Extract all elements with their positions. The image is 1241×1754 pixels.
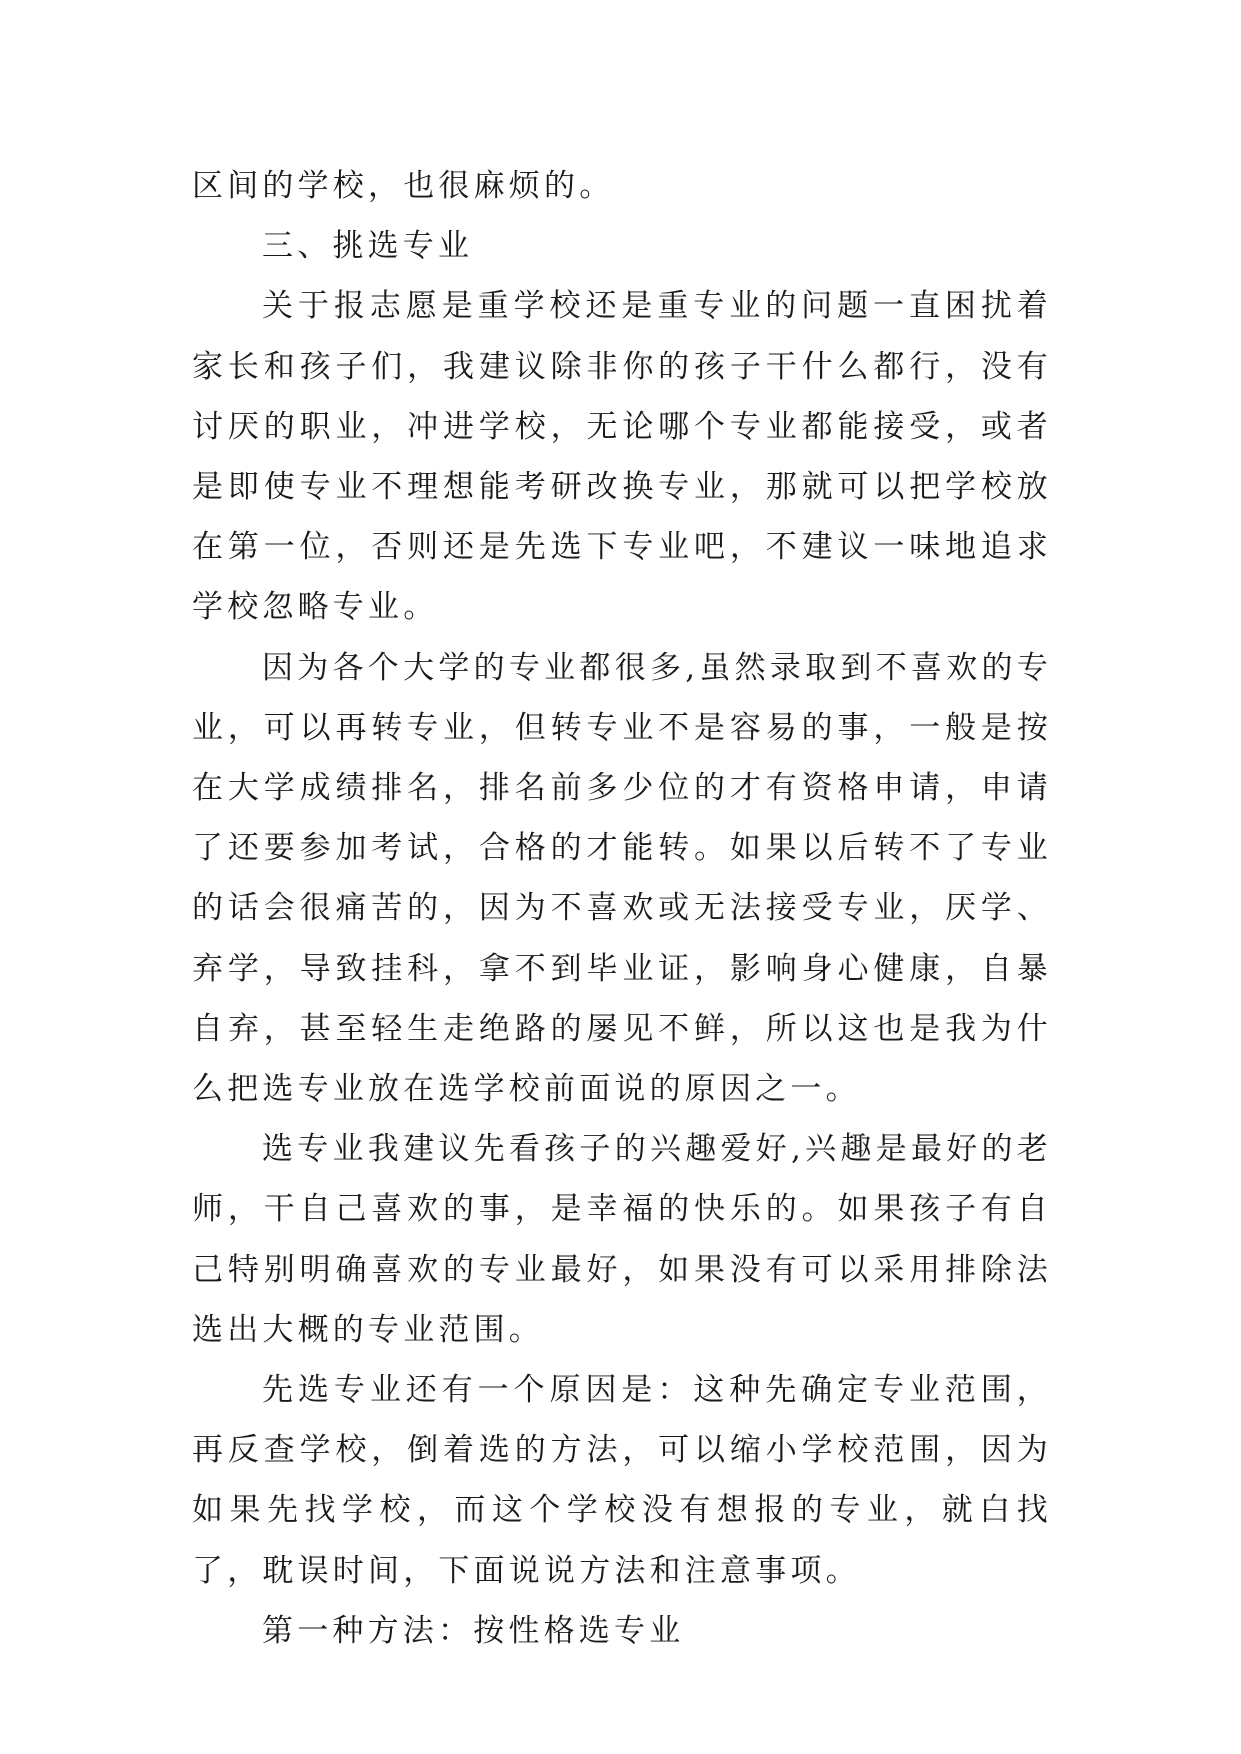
paragraph: 关于报志愿是重学校还是重专业的问题一直困扰着家长和孩子们，我建议除非你的孩子干什么都行，没有讨厌的职业，冲进学校，无论哪个专业都能接受，或者是即使专业不理想能考研改换专业，那就可以把学校放在第一位，否则还是先选下专业吧，不建议一味地追求学校忽略专业。 xyxy=(192,288,1052,626)
paragraph: 选专业我建议先看孩子的兴趣爱好,兴趣是最好的老师，干自己喜欢的事，是幸福的快乐的。如果孩子有自己特别明确喜欢的专业最好，如果没有可以采用排除法选出大概的专业范围。 xyxy=(192,1131,1052,1348)
paragraph: 因为各个大学的专业都很多,虽然录取到不喜欢的专业，可以再转专业，但转专业不是容易的事，一般是按在大学成绩排名，排名前多少位的才有资格申请，申请了还要参加考试，合格的才能转。如果以后转不了专业的话会很痛苦的，因为不喜欢或无法接受专业，厌学、弃学，导致挂科，拿不到毕业证，影响身心健康，自暴自弃，甚至轻生走绝路的屡见不鲜，所以这也是我为什么把选专业放在选学校前面说的原因之一。 xyxy=(192,649,1052,1108)
paragraph-continuation: 区间的学校，也很麻烦的。 xyxy=(192,168,615,204)
subheading: 第一种方法：按性格选专业 xyxy=(262,1612,685,1649)
document-body xyxy=(192,156,1052,1661)
section-heading: 三、挑选专业 xyxy=(262,228,474,265)
paragraph: 先选专业还有一个原因是：这种先确定专业范围，再反查学校，倒着选的方法，可以缩小学校范围，因为如果先找学校，而这个学校没有想报的专业，就白找了，耽误时间，下面说说方法和注意事项。 xyxy=(192,1372,1052,1589)
